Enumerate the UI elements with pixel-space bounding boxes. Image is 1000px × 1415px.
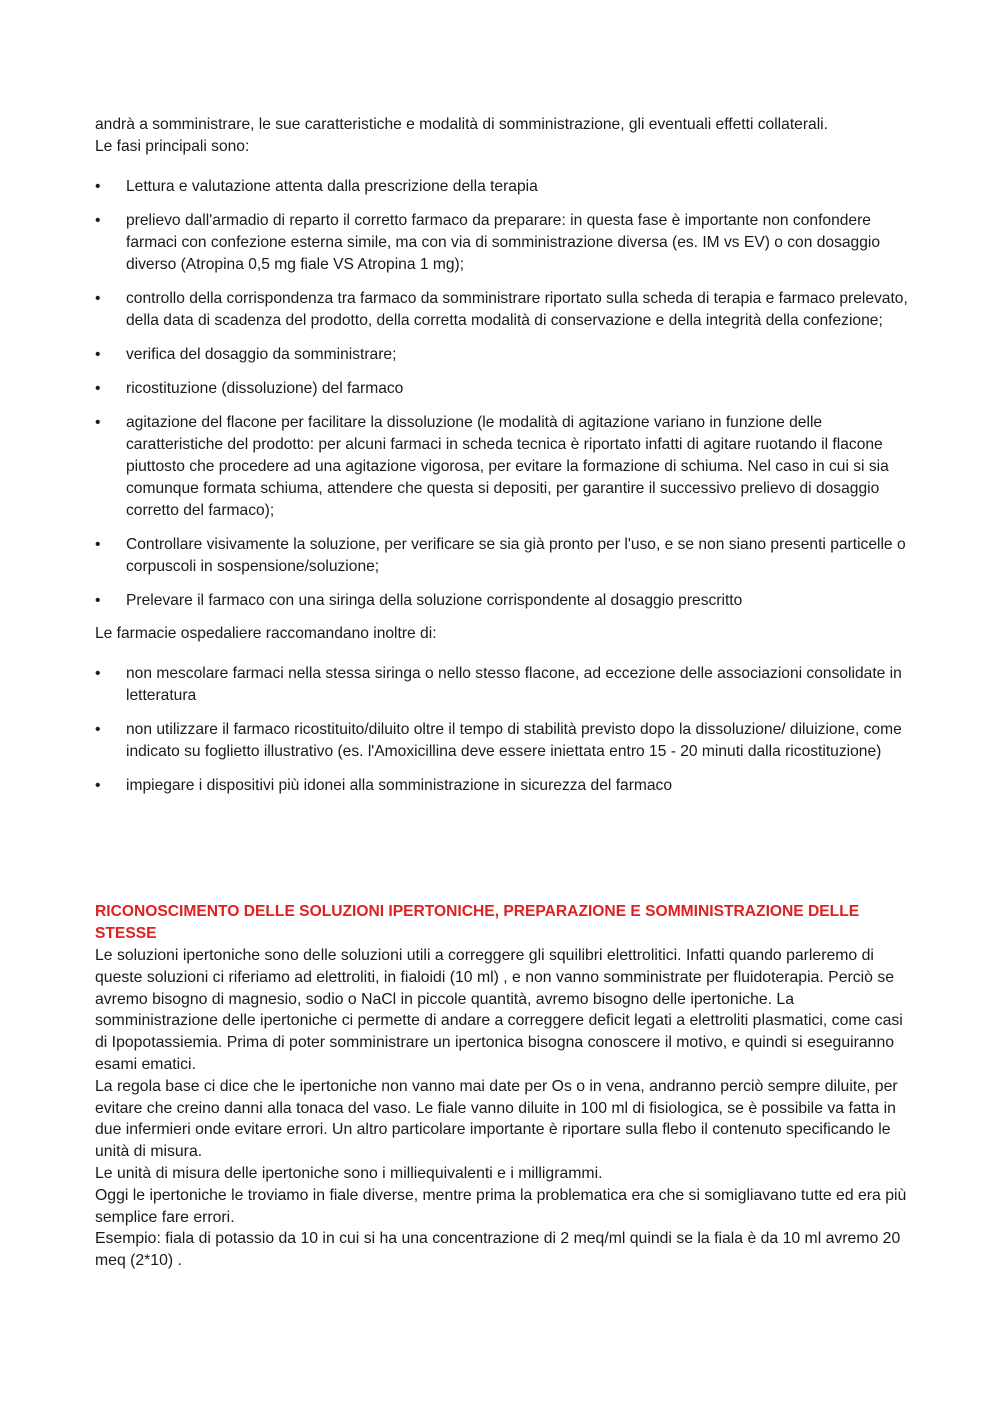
list-item: • prelievo dall'armadio di reparto il corretto farmaco da preparare: in questa fase è importante non confondere farmaci con confezione esterna simile, ma con via di somministrazione diversa (es. IM vs EV) o con dosaggio diverso (Atropina 0,5 mg fiale VS Atropina 1 mg); bbox=[95, 210, 910, 276]
recommendations-intro: Le farmacie ospedaliere raccomandano inoltre di: bbox=[95, 625, 437, 642]
body-paragraph: La regola base ci dice che le ipertoniche non vanno mai date per Os o in vena, andranno perciò sempre diluite, per evitare che creino danni alla tonaca del vaso. Le fiale vanno diluite in 100 ml di fisiologica, se è possibile va fatta in due infermieri onde evitare errori. Un altro particolare importante è riportare sulla flebo il contenuto specificando le unità di misura. bbox=[95, 1077, 898, 1161]
list-item: • Lettura e valutazione attenta dalla prescrizione della terapia bbox=[95, 176, 910, 198]
intro-paragraph bbox=[95, 114, 910, 158]
intro-line-1: andrà a somministrare, le sue caratteristiche e modalità di somministrazione, gli eventuali effetti collaterali. bbox=[95, 116, 828, 133]
phases-list bbox=[95, 176, 910, 612]
body-paragraph: Le soluzioni ipertoniche sono delle soluzioni utili a correggere gli squilibri elettrolitici. Infatti quando parleremo di queste soluzioni ci riferiamo ad elettroliti, in fialoidi (10 ml) , e non vanno somministrate per fluidoterapia. Perciò se avremo bisogno di magnesio, sodio o NaCl in piccole quantità, avremo bisogno delle ipertoniche. La somministrazione delle ipertoniche ci permette di andare a correggere deficit legati a elettroliti plasmatici, come casi di Ipopotassiemia. Prima di poter somministrare un ipertonica bisogna conoscere il motivo, e quindi si eseguiranno esami ematici. bbox=[95, 947, 903, 1073]
list-item: • ricostituzione (dissoluzione) del farmaco bbox=[95, 378, 910, 400]
body-paragraph: Esempio: fiala di potassio da 10 in cui si ha una concentrazione di 2 meq/ml quindi se la fiala è da 10 ml avremo 20 meq (2*10) . bbox=[95, 1230, 901, 1270]
list-item: • agitazione del flacone per facilitare la dissoluzione (le modalità di agitazione variano in funzione delle caratteristiche del prodotto: per alcuni farmaci in scheda tecnica è riportato infatti di agitare ruotando il flacone piuttosto che procedere ad una agitazione vigorosa, per evitare la formazione di schiuma. Nel caso in cui si sia comunque formata schiuma, attendere che questa si depositi, per garantire il successivo prelievo di dosaggio corretto del farmaco); bbox=[95, 412, 910, 522]
list-item: • non mescolare farmaci nella stessa siringa o nello stesso flacone, ad eccezione delle associazioni consolidate in letteratura bbox=[95, 663, 910, 707]
list-item: • controllo della corrispondenza tra farmaco da somministrare riportato sulla scheda di terapia e farmaco prelevato, della data di scadenza del prodotto, della corretta modalità di conservazione e della integrità della confezione; bbox=[95, 288, 910, 332]
recommendations-list bbox=[95, 663, 910, 797]
body-paragraph: Le unità di misura delle ipertoniche sono i milliequivalenti e i milligrammi. bbox=[95, 1164, 603, 1182]
section-title: RICONOSCIMENTO DELLE SOLUZIONI IPERTONICHE, PREPARAZIONE E SOMMINISTRAZIONE DELLE STESSE bbox=[95, 903, 860, 942]
list-item: • non utilizzare il farmaco ricostituito/diluito oltre il tempo di stabilità previsto dopo la dissoluzione/ diluizione, come indicato su foglietto illustrativo (es. l'Amoxicillina deve essere iniettata entro 15 - 20 minuti dalla ricostituzione) bbox=[95, 719, 910, 763]
section-body bbox=[95, 945, 910, 1272]
list-item: • Controllare visivamente la soluzione, per verificare se sia già pronto per l'uso, e se non siano presenti particelle o corpuscoli in sospensione/soluzione; bbox=[95, 534, 910, 578]
intro-line-2: Le fasi principali sono: bbox=[95, 138, 250, 155]
list-item: • Prelevare il farmaco con una siringa della soluzione corrispondente al dosaggio prescritto bbox=[95, 590, 910, 612]
list-item: • verifica del dosaggio da somministrare; bbox=[95, 344, 910, 366]
document-page bbox=[95, 114, 910, 1272]
list-item: • impiegare i dispositivi più idonei alla somministrazione in sicurezza del farmaco bbox=[95, 775, 910, 797]
body-paragraph: Oggi le ipertoniche le troviamo in fiale diverse, mentre prima la problematica era che si somigliavano tutte ed era più semplice fare errori. bbox=[95, 1186, 907, 1226]
